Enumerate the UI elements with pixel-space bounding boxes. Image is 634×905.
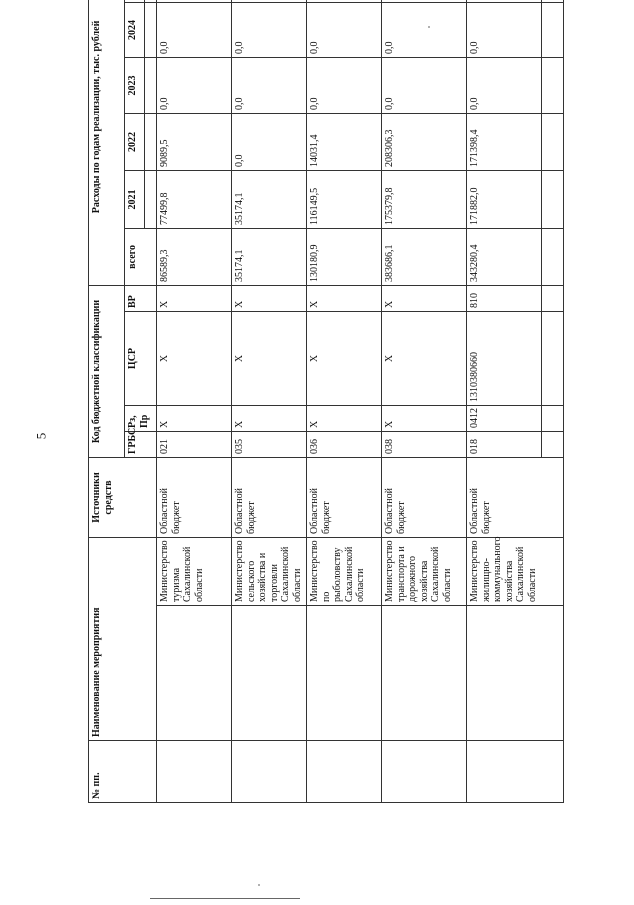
y2024-cell: 0,0 xyxy=(382,2,467,57)
y2022-cell: 14031,4 xyxy=(307,113,382,170)
header-name: Наименование мероприятия xyxy=(89,538,157,741)
header-y2024: 2024 xyxy=(125,2,145,57)
y2022-cell: 9089,5 xyxy=(157,113,232,170)
header-vr: ВР xyxy=(125,285,157,311)
grbs-cell: 038 xyxy=(382,432,467,458)
y2022-cell: 171398,4 xyxy=(467,113,542,170)
header-source: Источники средств xyxy=(89,458,157,538)
scan-speck xyxy=(428,26,430,28)
scan-speck xyxy=(258,884,260,886)
y2021-cell: 171882,0 xyxy=(467,170,542,228)
vr-cell: 810 xyxy=(467,285,542,311)
y2023-cell: 0,0 xyxy=(157,57,232,113)
header-y2022: 2022 xyxy=(125,113,145,170)
source-cell: Областной бюджет xyxy=(307,458,382,538)
grbs-cell: 021 xyxy=(157,432,232,458)
vr-cell: X xyxy=(307,285,382,311)
header-y2021: 2021 xyxy=(125,170,145,228)
header-expenses-group: Расходы по годам реализации, тыс. рублей xyxy=(89,0,125,285)
y2025-cell xyxy=(157,0,232,2)
y2025-cell xyxy=(307,0,382,2)
table-row xyxy=(232,0,307,803)
y2024-cell: 0,0 xyxy=(467,2,542,57)
table-row xyxy=(467,0,542,803)
y2022-cell: 208306,3 xyxy=(382,113,467,170)
table-row xyxy=(157,0,232,803)
y2021-cell: 116149,5 xyxy=(307,170,382,228)
vr-cell: X xyxy=(382,285,467,311)
y2024-cell: 0,0 xyxy=(307,2,382,57)
rzpr-cell: 0412 xyxy=(467,406,542,432)
executor-cell: Министерство туризма Сахалинской области xyxy=(157,538,232,606)
source-cell: Областной бюджет xyxy=(157,458,232,538)
y2025-cell xyxy=(232,0,307,2)
csr-cell: X xyxy=(307,312,382,406)
budget-table xyxy=(88,0,564,803)
total-cell: 86589,3 xyxy=(157,228,232,285)
header-grbs: ГРБС xyxy=(125,432,157,458)
header-num: № пп. xyxy=(89,741,157,803)
y2021-cell: 77499,8 xyxy=(157,170,232,228)
vr-cell: X xyxy=(157,285,232,311)
header-rzpr: Рз, Пр xyxy=(125,406,157,432)
y2025-cell xyxy=(382,0,467,2)
executor-cell: Министерство по рыболовству Сахалинской области xyxy=(307,538,382,606)
page-number: 5 xyxy=(33,432,49,440)
rzpr-cell: X xyxy=(157,406,232,432)
source-cell: Областной бюджет xyxy=(382,458,467,538)
y2023-cell: 0,0 xyxy=(307,57,382,113)
rzpr-cell: X xyxy=(382,406,467,432)
vr-cell: X xyxy=(232,285,307,311)
header-csr: ЦСР xyxy=(125,312,157,406)
y2025-cell xyxy=(467,0,542,2)
header-code-group: Код бюджетной классификации xyxy=(89,285,125,457)
total-cell: 130180,9 xyxy=(307,228,382,285)
rzpr-cell: X xyxy=(307,406,382,432)
header-y2025 xyxy=(125,0,145,2)
source-cell: Областной бюджет xyxy=(232,458,307,538)
y2023-cell: 0,0 xyxy=(382,57,467,113)
y2023-cell: 0,0 xyxy=(232,57,307,113)
grbs-cell: 035 xyxy=(232,432,307,458)
grbs-cell: 018 xyxy=(467,432,542,458)
y2024-cell: 0,0 xyxy=(157,2,232,57)
executor-cell: Министерство жилищно-коммунального хозяйства Сахалинской области xyxy=(467,538,564,606)
executor-cell: Министерство транспорта и дорожного хозяйства Сахалинской области xyxy=(382,538,467,606)
total-cell: 343280,4 xyxy=(467,228,542,285)
csr-cell: X xyxy=(157,312,232,406)
rzpr-cell: X xyxy=(232,406,307,432)
y2023-cell: 0,0 xyxy=(467,57,542,113)
y2021-cell: 35174,1 xyxy=(232,170,307,228)
y2024-cell: 0,0 xyxy=(232,2,307,57)
source-cell: Областной бюджет xyxy=(467,458,564,538)
total-cell: 383686,1 xyxy=(382,228,467,285)
footer-line xyxy=(150,898,300,899)
csr-cell: X xyxy=(382,312,467,406)
csr-cell: X xyxy=(232,312,307,406)
table-row xyxy=(307,0,382,803)
y2022-cell: 0,0 xyxy=(232,113,307,170)
csr-cell: 1310380660 xyxy=(467,312,542,406)
grbs-cell: 036 xyxy=(307,432,382,458)
budget-sheet xyxy=(88,19,555,803)
header-total: всего xyxy=(125,228,157,285)
table-row xyxy=(382,0,467,803)
header-y2023: 2023 xyxy=(125,57,145,113)
total-cell: 35174,1 xyxy=(232,228,307,285)
executor-cell: Министерство сельского хозяйства и торговли Сахалинской области xyxy=(232,538,307,606)
y2021-cell: 175379,8 xyxy=(382,170,467,228)
